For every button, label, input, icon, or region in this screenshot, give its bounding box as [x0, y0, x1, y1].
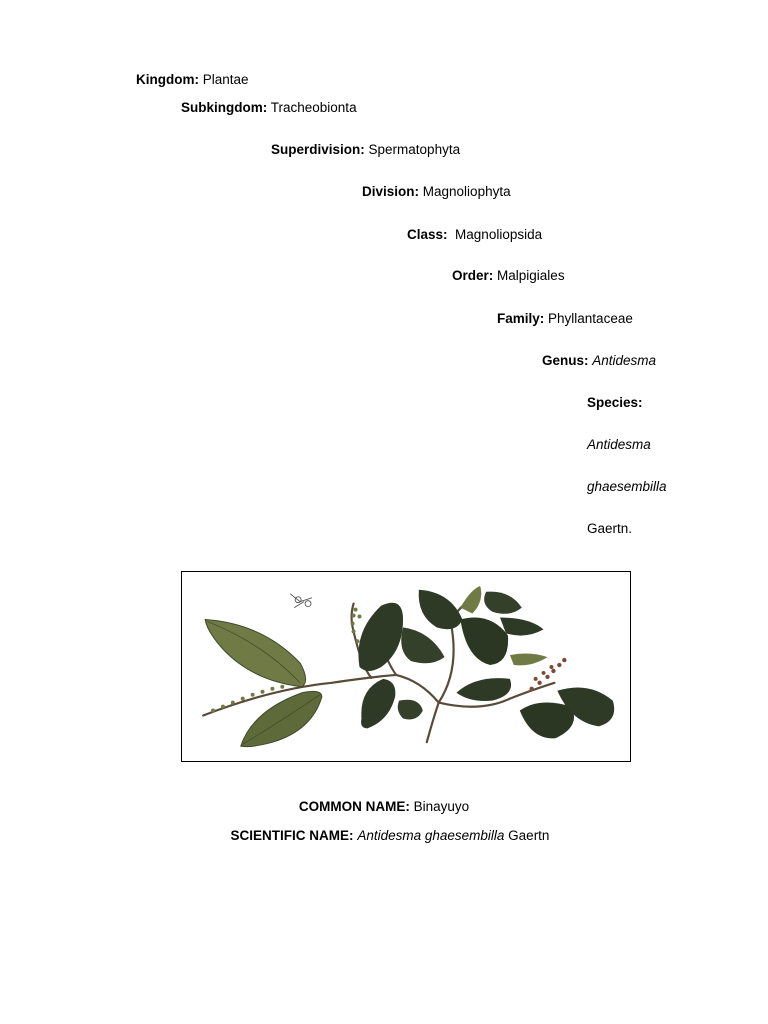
species-line-3: [587, 521, 632, 537]
subkingdom-value: Tracheobionta: [270, 100, 357, 115]
common-name-value: Binayuyo: [413, 799, 470, 814]
class-value: Magnoliopsida: [455, 227, 543, 242]
taxon-species: [587, 395, 643, 411]
superdivision-value: Spermatophyta: [368, 142, 461, 157]
taxon-class: [407, 227, 542, 243]
common-name-line: [0, 799, 768, 815]
kingdom-value: Plantae: [202, 72, 249, 87]
family-value: Phyllantaceae: [548, 311, 633, 326]
plant-illustration-frame: [181, 571, 631, 762]
plant-branch-icon: [182, 572, 630, 761]
genus-value: Antidesma: [592, 353, 657, 368]
superdivision-label: Superdivision:: [271, 142, 365, 157]
family-label: Family:: [497, 311, 545, 326]
common-name-label: COMMON NAME:: [298, 799, 410, 814]
taxon-family: [497, 311, 633, 327]
subkingdom-label: Subkingdom:: [181, 100, 268, 115]
species-genus: Antidesma: [587, 437, 651, 452]
scientific-name-author: Gaertn: [508, 828, 550, 843]
scientific-name-label: SCIENTIFIC NAME:: [230, 828, 354, 843]
order-value: Malpigiales: [497, 268, 565, 283]
species-author: Gaertn.: [587, 521, 633, 536]
species-label: Species:: [587, 395, 643, 410]
species-line-2: [587, 479, 667, 495]
species-line-1: [587, 437, 651, 453]
division-value: Magnoliophyta: [422, 184, 511, 199]
taxon-kingdom: [136, 72, 249, 88]
division-label: Division:: [362, 184, 420, 199]
scientific-name-binomial: Antidesma ghaesembilla: [357, 828, 505, 843]
scientific-name-line: [0, 828, 768, 844]
taxon-genus: [542, 353, 656, 369]
order-label: Order:: [452, 268, 494, 283]
class-label: Class:: [407, 227, 448, 242]
species-epithet: ghaesembilla: [587, 479, 667, 494]
taxon-order: [452, 268, 565, 284]
genus-label: Genus:: [542, 353, 589, 368]
taxon-division: [362, 184, 511, 200]
taxon-subkingdom: [181, 100, 357, 116]
taxon-superdivision: [271, 142, 460, 158]
kingdom-label: Kingdom:: [136, 72, 199, 87]
